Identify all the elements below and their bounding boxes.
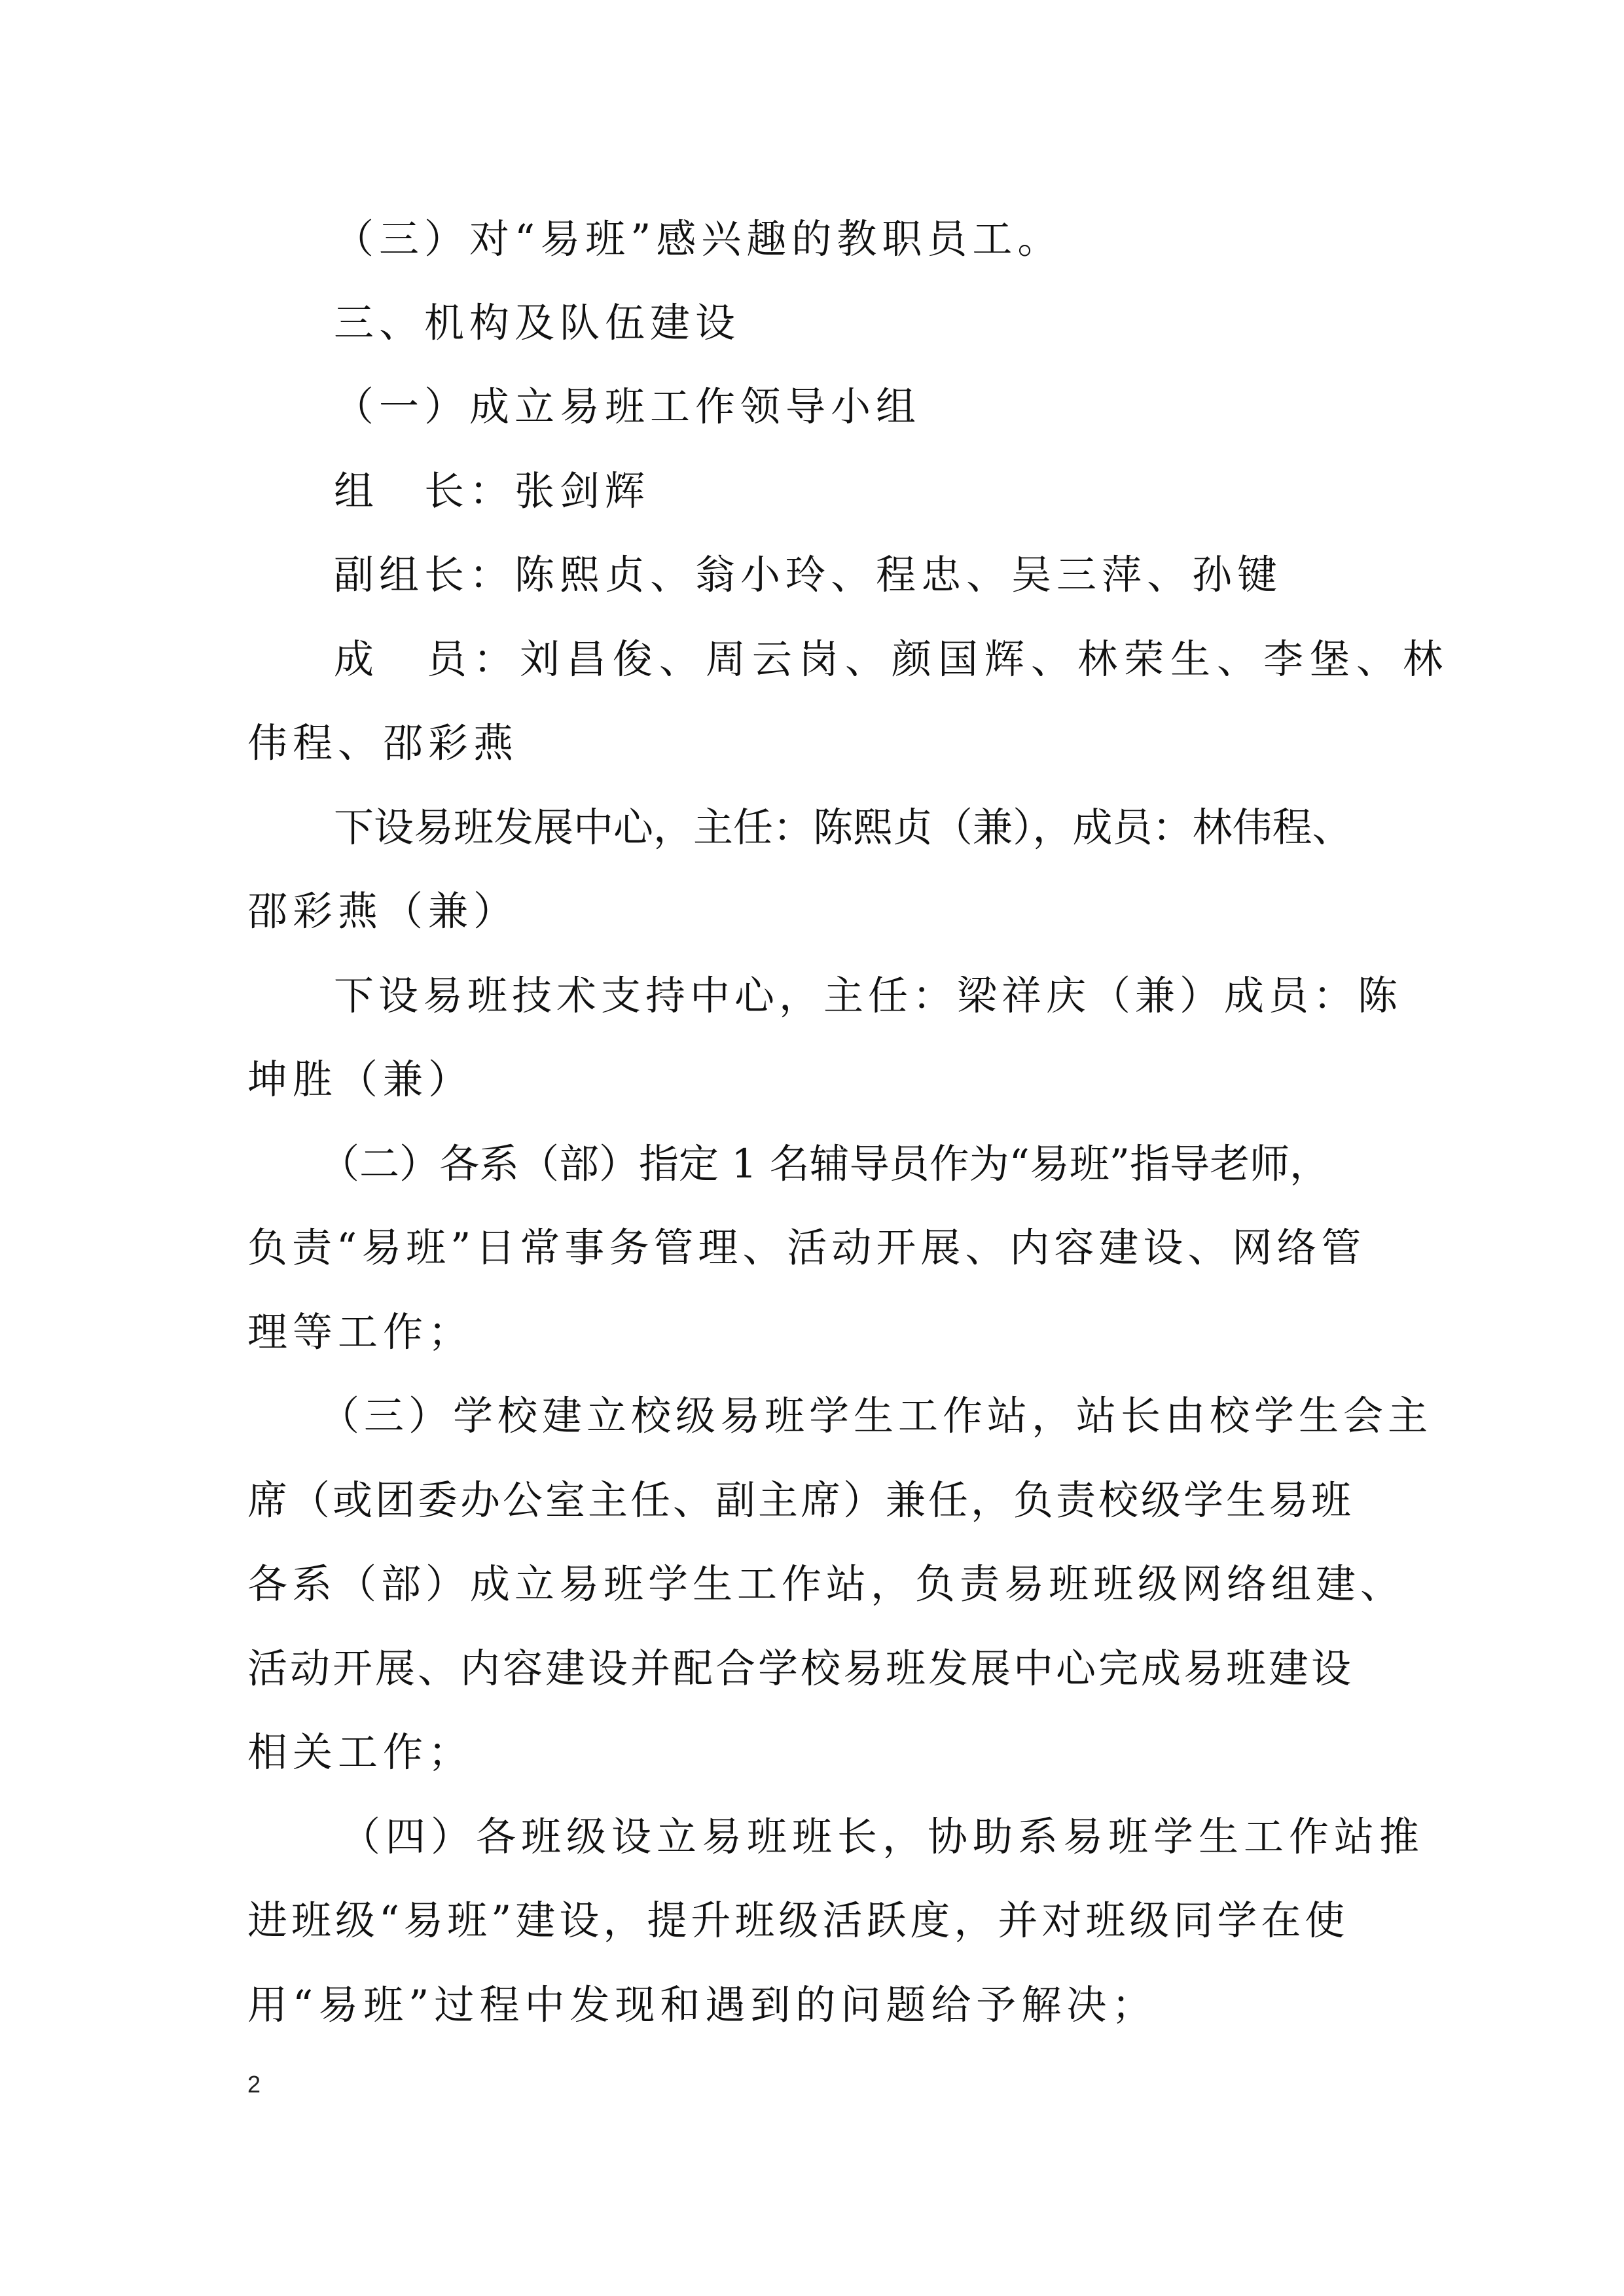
text-line-8: 下设易班发展中心，主任：陈熙贞（兼），成员：林伟程、: [334, 804, 1352, 851]
text-line-17: 各系（部）成立易班学生工作站，负责易班班级网络组建、: [247, 1561, 1405, 1607]
text-line-9: 邵彩燕（兼）: [247, 888, 519, 935]
text-line-13: 负责“易班”日常事务管理、活动开展、内容建设、网络管: [247, 1225, 1366, 1271]
text-line-12: （二）各系（部）指定 1 名辅导员作为“易班”指导老师，: [319, 1141, 1329, 1187]
text-line-22: 用“易班”过程中发现和遇到的问题给予解决；: [247, 1982, 1157, 2028]
text-line-21: 进班级“易班”建设，提升班级活跃度，并对班级同学在使: [247, 1897, 1349, 1944]
text-line-3: （一）成立易班工作领导小组: [334, 384, 922, 430]
text-line-6: 成 员：刘昌俊、周云岗、颜国辉、林荣生、李堡、林: [334, 636, 1450, 683]
text-line-20: （四）各班级设立易班班长，协助系易班学生工作站推: [340, 1814, 1425, 1860]
page-number: 2: [247, 2071, 261, 2098]
text-line-4: 组 长：张剑辉: [334, 468, 651, 514]
text-line-2: 三、机构及队伍建设: [334, 300, 741, 346]
text-line-11: 坤胜（兼）: [247, 1056, 474, 1103]
text-line-19: 相关工作；: [247, 1729, 474, 1776]
text-line-16: 席（或团委办公室主任、副主席）兼任，负责校级学生易班: [247, 1477, 1354, 1524]
text-line-10: 下设易班技术支持中心，主任：梁祥庆（兼）成员：陈: [334, 973, 1403, 1019]
text-line-18: 活动开展、内容建设并配合学校易班发展中心完成易班建设: [247, 1645, 1354, 1692]
text-line-15: （三）学校建立校级易班学生工作站，站长由校学生会主: [319, 1393, 1433, 1439]
text-line-7: 伟程、邵彩燕: [247, 720, 519, 766]
text-line-14: 理等工作；: [247, 1309, 474, 1355]
text-line-5: 副组长：陈熙贞、翁小玲、程忠、吴三萍、孙键: [334, 552, 1283, 598]
text-line-1: （三）对“易班”感兴趣的教职员工。: [334, 216, 1063, 262]
